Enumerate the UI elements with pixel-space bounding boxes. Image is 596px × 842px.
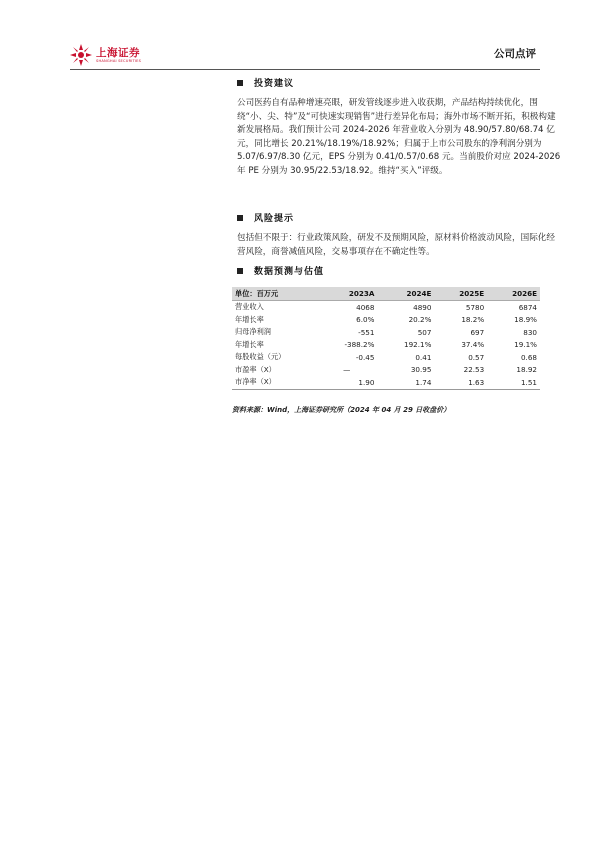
table-cell: 19.1% — [514, 340, 537, 350]
table-header-cell: 单位：百万元 — [232, 287, 316, 301]
row-label: 年增长率 — [235, 314, 264, 324]
table-cell: 30.95 — [410, 365, 432, 375]
table-cell: 6874 — [518, 302, 537, 312]
table-header-cell: 2026E — [487, 287, 540, 301]
table-cell: 1.51 — [487, 376, 540, 389]
table-cell: 20.2% — [408, 315, 432, 325]
table-source-note: 资料来源：Wind，上海证券研究所（2024 年 04 月 29 日收盘价） — [232, 406, 451, 414]
table-cell: 830 — [523, 327, 537, 337]
row-label: 归母净利润 — [235, 327, 271, 337]
section-heading-invest — [237, 76, 294, 89]
shanghai-securities-logo-icon — [70, 44, 92, 66]
row-label: 市净率（X） — [232, 376, 316, 389]
square-bullet-icon — [237, 268, 243, 274]
table-cell: 6.0% — [356, 315, 375, 325]
section-title: 数据预测与估值 — [254, 267, 325, 277]
table-cell: 4068 — [356, 302, 375, 312]
row-label: 年增长率 — [235, 339, 264, 349]
table-cell: 507 — [417, 327, 432, 337]
table-cell: 1.90 — [316, 376, 377, 389]
row-label: 每股收益（元） — [235, 352, 286, 362]
table-cell: 0.57 — [468, 352, 485, 362]
table-row — [232, 314, 540, 327]
table-cell: 0.41 — [415, 352, 432, 362]
table-cell: 22.53 — [463, 365, 485, 375]
header-divider — [70, 69, 540, 70]
table-cell: 0.68 — [520, 352, 537, 362]
table-header-cell: 2023A — [316, 287, 377, 301]
section-title: 投资建议 — [254, 79, 295, 89]
table-row — [232, 364, 540, 377]
risk-paragraph: 包括但不限于：行业政策风险，研发不及预期风险，原材料价格波动风险，国际化经营风险，商誉减值风险，交易事项存在不确定性等。 — [237, 233, 555, 257]
document-type-label: 公司点评 — [494, 48, 536, 60]
table-cell: 18.2% — [461, 315, 485, 325]
table-cell: -551 — [358, 327, 375, 337]
table-cell: 18.92 — [516, 365, 537, 375]
table-row — [232, 339, 540, 352]
table-cell: 1.74 — [377, 376, 434, 389]
invest-paragraph: 公司医药自有品种增速亮眼，研发管线逐步进入收获期，产品结构持续优化，围绕“小、尖、特”及“可快速实现销售”进行差异化布局；海外市场不断开拓，积极构建新发展格局。我们预计公司 2024-2026 年营业收入分别为 48.90/57.80/68.74 亿元，同比增长 20.21%/18.19%/18.92%；归属于上市公司股东的净利润分别为 5.07/6.97/8.30 亿元，EPS 分别为 0.41/0.57/0.68 元。当前股价对应 2024-2026 年 PE 分别为 30.95/22.53/18.92。维持“买入”评级。 — [237, 98, 561, 176]
section-heading-risk — [237, 211, 294, 224]
table-header-cell: 2025E — [434, 287, 487, 301]
table-header-row — [232, 287, 540, 301]
table-cell: -388.2% — [344, 340, 375, 350]
table-row — [232, 326, 540, 339]
table-cell: 5780 — [465, 302, 485, 312]
square-bullet-icon — [237, 80, 243, 86]
table-row — [232, 301, 540, 314]
company-logo — [70, 44, 141, 66]
table-cell: 4890 — [413, 302, 432, 312]
row-label: 市盈率（X） — [235, 364, 276, 374]
table-row — [232, 376, 540, 389]
table-header-cell: 2024E — [377, 287, 434, 301]
square-bullet-icon — [237, 215, 243, 221]
table-row — [232, 351, 540, 364]
table-cell: — — [343, 365, 351, 375]
table-cell: 697 — [470, 327, 485, 337]
forecast-table — [232, 287, 540, 390]
table-cell: 1.63 — [434, 376, 487, 389]
table-cell: 18.9% — [514, 315, 537, 325]
table-cell: 37.4% — [461, 340, 485, 350]
section-title: 风险提示 — [254, 214, 295, 224]
row-label: 营业收入 — [235, 302, 264, 312]
table-cell: -0.45 — [355, 352, 375, 362]
logo-title: 上海证券 — [96, 46, 140, 59]
logo-subtitle: SHANGHAI SECURITIES — [96, 58, 142, 63]
section-heading-forecast — [237, 264, 324, 277]
table-cell: 192.1% — [404, 340, 432, 350]
